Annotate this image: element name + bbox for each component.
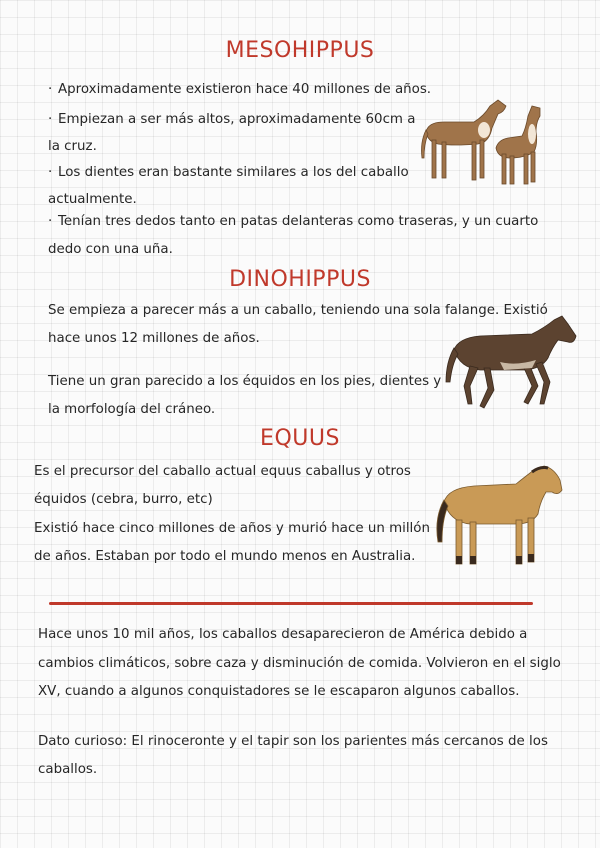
dinohippus-line-4: la morfología del cráneo. (48, 402, 216, 417)
mesohippus-title: MESOHIPPUS (225, 38, 375, 63)
equus-line-2: équidos (cebra, burro, etc) (34, 492, 213, 507)
mesohippus-bullet-2-cont: la cruz. (48, 139, 97, 154)
mesohippus-bullet-3: Los dientes eran bastante similares a los del caballo (58, 165, 409, 180)
equus-line-4: de años. Estaban por todo el mundo menos en Australia. (34, 549, 416, 564)
dinohippus-title: DINOHIPPUS (229, 267, 371, 292)
fun-fact-line-2: caballos. (38, 762, 98, 777)
bullet-dot: · (48, 165, 53, 180)
mesohippus-bullet-3-cont: actualmente. (48, 192, 137, 207)
mesohippus-horses-image (414, 98, 546, 190)
equus-title: EQUUS (260, 426, 340, 451)
mesohippus-bullet-2: Empiezan a ser más altos, aproximadamente 60cm a (58, 112, 416, 127)
equus-horse-image (430, 462, 566, 570)
dinohippus-line-3: Tiene un gran parecido a los équidos en los pies, dientes y (48, 374, 442, 389)
bullet-dot: · (48, 82, 53, 97)
bullet-dot: · (48, 112, 53, 127)
dinohippus-horse-image (440, 312, 582, 412)
dinohippus-line-1: Se empieza a parecer más a un caballo, teniendo una sola falange. Existió (48, 303, 548, 318)
closing-line-1: Hace unos 10 mil años, los caballos desaparecieron de América debido a (38, 627, 528, 642)
equus-line-1: Es el precursor del caballo actual equus caballus y otros (34, 464, 411, 479)
mesohippus-bullet-4-cont: dedo con una uña. (48, 242, 173, 257)
equus-line-3: Existió hace cinco millones de años y murió hace un millón (34, 521, 430, 536)
section-divider (49, 602, 533, 605)
bullet-dot: · (48, 214, 53, 229)
closing-line-2: cambios climáticos, sobre caza y disminución de comida. Volvieron en el siglo (38, 656, 561, 671)
closing-line-3: XV, cuando a algunos conquistadores se le escaparon algunos caballos. (38, 684, 520, 699)
fun-fact-line-1: Dato curioso: El rinoceronte y el tapir son los parientes más cercanos de los (38, 734, 548, 749)
mesohippus-bullet-4: Tenían tres dedos tanto en patas delanteras como traseras, y un cuarto (58, 214, 539, 229)
mesohippus-bullet-1: Aproximadamente existieron hace 40 millones de años. (58, 82, 432, 97)
dinohippus-line-2: hace unos 12 millones de años. (48, 331, 260, 346)
